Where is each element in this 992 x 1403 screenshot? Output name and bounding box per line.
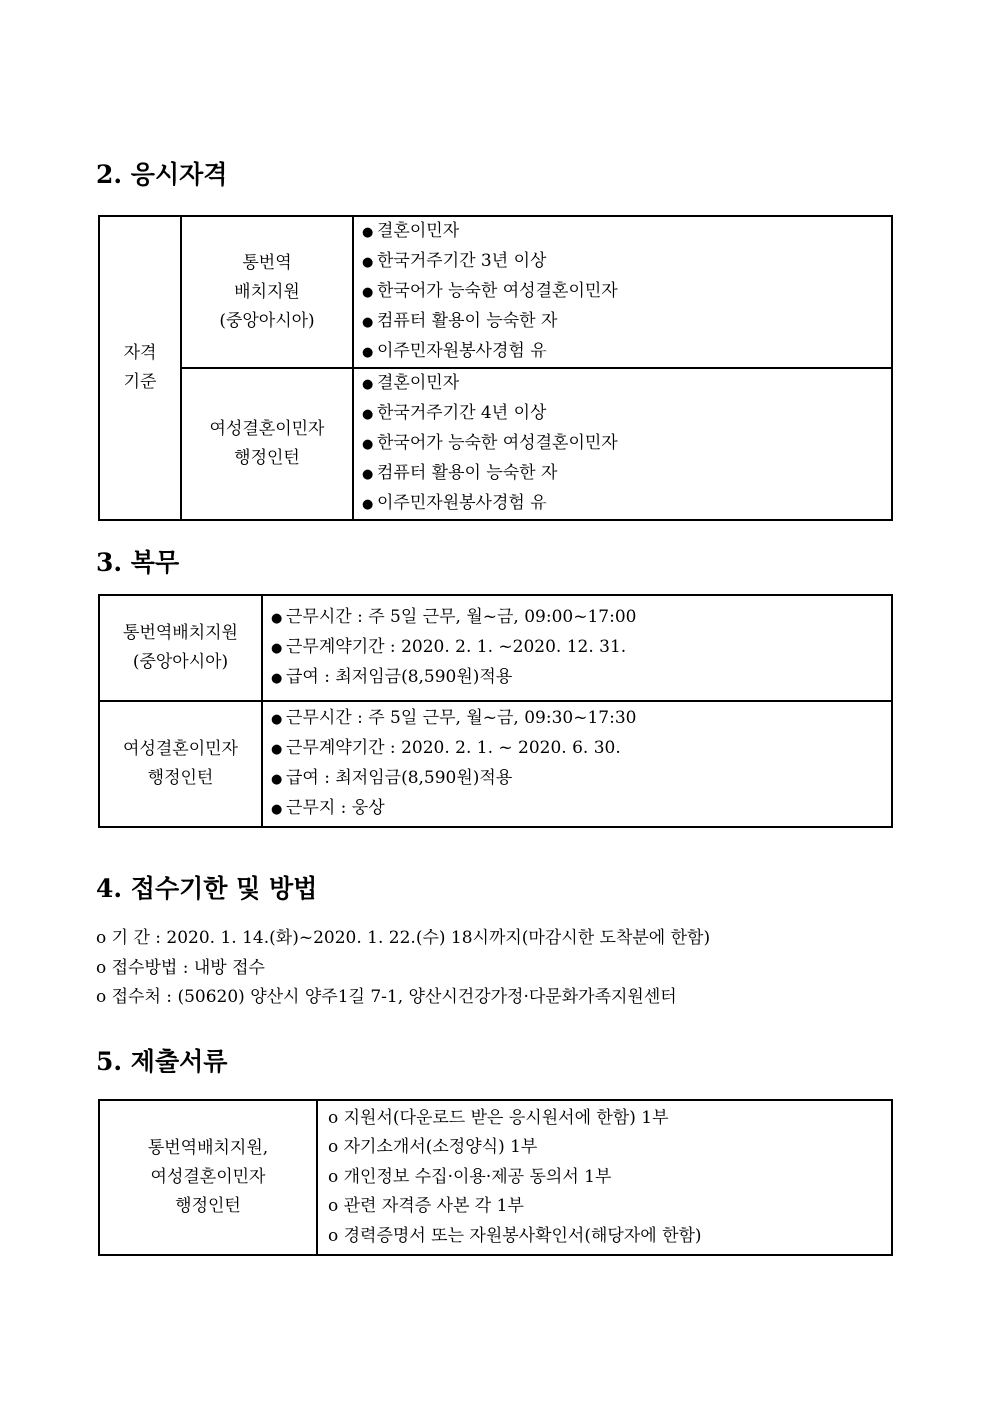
bullet-icon: ●: [271, 611, 283, 626]
duty-row2-label: 여성결혼이민자 행정인턴: [99, 701, 262, 827]
qualification-row1-items: [353, 216, 892, 368]
application-info: [96, 924, 710, 1013]
bullet-icon: ●: [362, 255, 374, 270]
bullet-icon: ●: [271, 641, 283, 656]
list-item: ● 이주민자원봉사경험 유: [362, 489, 891, 519]
list-item: ● 급여 : 최저임금(8,590원)적용: [271, 663, 891, 693]
duty-row2-items: [262, 701, 892, 827]
list-item: o 관련 자격증 사본 각 1부: [328, 1196, 524, 1217]
bullet-icon: ●: [271, 712, 283, 727]
list-item: ● 근무시간 : 주 5일 근무, 월~금, 09:00~17:00: [271, 603, 891, 633]
application-period: o 기 간 : 2020. 1. 14.(화)~2020. 1. 22.(수) 18시까지(마감시한 도착분에 한함): [96, 928, 711, 948]
application-method: o 접수방법 : 내방 접수: [96, 957, 265, 978]
application-address: o 접수처 : (50620) 양산시 양주1길 7-1, 양산시건강가정·다문화가족지원센터: [96, 987, 677, 1007]
section-3-title: 3. 복무: [96, 548, 180, 577]
duty-row1-label: 통번역배치지원 (중앙아시아): [99, 595, 262, 701]
list-item: o 지원서(다운로드 받은 응시원서에 한함) 1부: [328, 1107, 669, 1128]
duty-table: [98, 594, 893, 828]
bullet-icon: ●: [362, 377, 374, 392]
bullet-icon: ●: [362, 467, 374, 482]
list-item: ● 급여 : 최저임금(8,590원)적용: [271, 764, 891, 794]
duty-row1-items: [262, 595, 892, 701]
list-item: o 경력증명서 또는 자원봉사확인서(해당자에 한함): [328, 1225, 702, 1246]
list-item: ● 근무계약기간 : 2020. 2. 1. ~ 2020. 6. 30.: [271, 734, 891, 764]
list-item: ● 한국거주기간 3년 이상: [362, 247, 891, 277]
documents-table: [98, 1099, 893, 1256]
bullet-icon: ●: [271, 772, 283, 787]
list-item: o 개인정보 수집·이용·제공 동의서 1부: [328, 1166, 612, 1187]
documents-label: 통번역배치지원, 여성결혼이민자 행정인턴: [99, 1100, 317, 1255]
qualification-row2-label: 여성결혼이민자 행정인턴: [181, 368, 353, 520]
list-item: o 자기소개서(소정양식) 1부: [328, 1137, 538, 1158]
section-2-title: 2. 응시자격: [96, 160, 228, 189]
list-item: ● 근무계약기간 : 2020. 2. 1. ~2020. 12. 31.: [271, 633, 891, 663]
bullet-icon: ●: [362, 285, 374, 300]
bullet-icon: ●: [362, 225, 374, 240]
list-item: ● 근무시간 : 주 5일 근무, 월~금, 09:30~17:30: [271, 704, 891, 734]
bullet-icon: ●: [271, 742, 283, 757]
qualification-side-label: 자격 기준: [99, 216, 181, 520]
list-item: ● 결혼이민자: [362, 217, 891, 247]
bullet-icon: ●: [271, 802, 283, 817]
qualification-row1-label: 통번역 배치지원 (중앙아시아): [181, 216, 353, 368]
list-item: ● 한국거주기간 4년 이상: [362, 399, 891, 429]
bullet-icon: ●: [362, 345, 374, 360]
list-item: ● 결혼이민자: [362, 369, 891, 399]
qualification-table: [98, 215, 893, 521]
list-item: ● 한국어가 능숙한 여성결혼이민자: [362, 277, 891, 307]
list-item: ● 한국어가 능숙한 여성결혼이민자: [362, 429, 891, 459]
bullet-icon: ●: [362, 497, 374, 512]
list-item: ● 컴퓨터 활용이 능숙한 자: [362, 307, 891, 337]
qualification-row2-items: [353, 368, 892, 520]
bullet-icon: ●: [271, 671, 283, 686]
bullet-icon: ●: [362, 315, 374, 330]
section-5-title: 5. 제출서류: [96, 1047, 228, 1076]
list-item: ● 이주민자원봉사경험 유: [362, 337, 891, 367]
section-4-title: 4. 접수기한 및 방법: [96, 874, 318, 903]
list-item: ● 컴퓨터 활용이 능숙한 자: [362, 459, 891, 489]
list-item: ● 근무지 : 웅상: [271, 794, 891, 824]
bullet-icon: ●: [362, 437, 374, 452]
documents-items: [317, 1100, 892, 1255]
bullet-icon: ●: [362, 407, 374, 422]
